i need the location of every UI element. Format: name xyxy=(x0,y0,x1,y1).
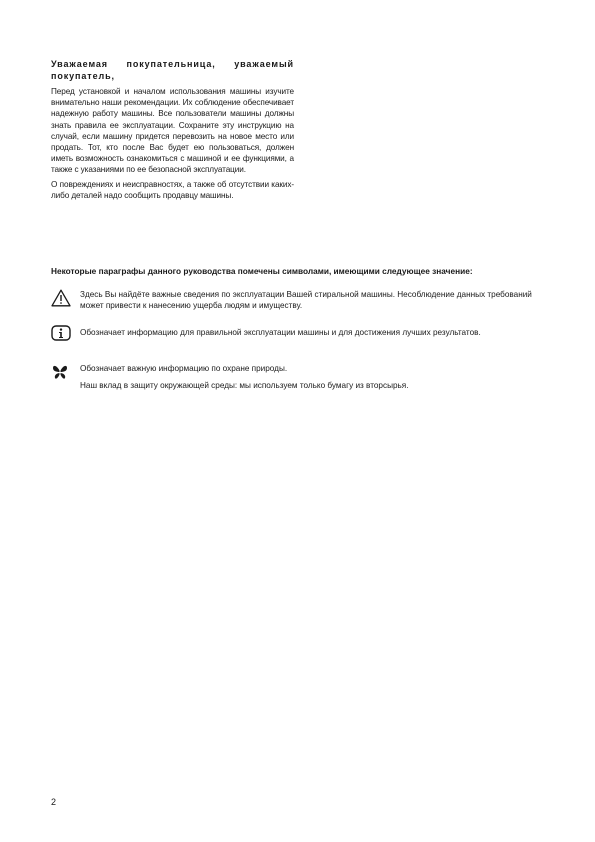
intro-paragraph: Перед установкой и началом использования машины изучите внимательно наши рекомендации. Их соблюдение обеспечивает надежную работу машины. Все пользователи машины должны знать правила ее эксплуатации. Сохраните эту инструкцию на случай, если машину придется перевозить на новое место или продать. Тот, кто после Вас будет ею пользоваться, должен иметь возможность ознакомиться с машиной и ее функциями, а также с указаниями по ее безопасной эксплуатации. xyxy=(51,87,294,175)
page-number: 2 xyxy=(51,797,57,807)
greeting-heading: Уважаемая покупательница, уважаемый покупатель, xyxy=(51,59,294,81)
info-description: Обозначает информацию для правильной эксплуатации машины и для достижения лучших результатов. xyxy=(80,328,481,337)
info-text xyxy=(80,327,548,338)
warning-description: Здесь Вы найдёте важные сведения по эксплуатации Вашей стиральной машины. Несоблюдение данных требований может привести к нанесению ущерба людям и имуществу. xyxy=(80,290,532,311)
warning-text xyxy=(80,289,548,311)
environment-recycling-note: Наш вклад в защиту окружающей среды: мы используем только бумагу из вторсырья. xyxy=(80,381,409,391)
butterfly-icon xyxy=(51,363,71,381)
info-icon xyxy=(51,325,71,343)
warning-triangle-icon xyxy=(51,289,71,307)
symbol-row-warning xyxy=(51,289,551,315)
symbols-heading: Некоторые параграфы данного руководства помечены символами, имеющими следующее значение: xyxy=(51,266,473,276)
environment-text xyxy=(80,363,548,391)
intro-section xyxy=(51,58,294,201)
damage-notice-paragraph: О повреждениях и неисправностях, а также об отсутствии каких-либо деталей надо сообщить продавцу машины. xyxy=(51,179,294,200)
symbol-row-info xyxy=(51,327,551,343)
environment-description: Обозначает важную информацию по охране природы. xyxy=(80,364,288,373)
symbol-row-environment xyxy=(51,363,551,395)
